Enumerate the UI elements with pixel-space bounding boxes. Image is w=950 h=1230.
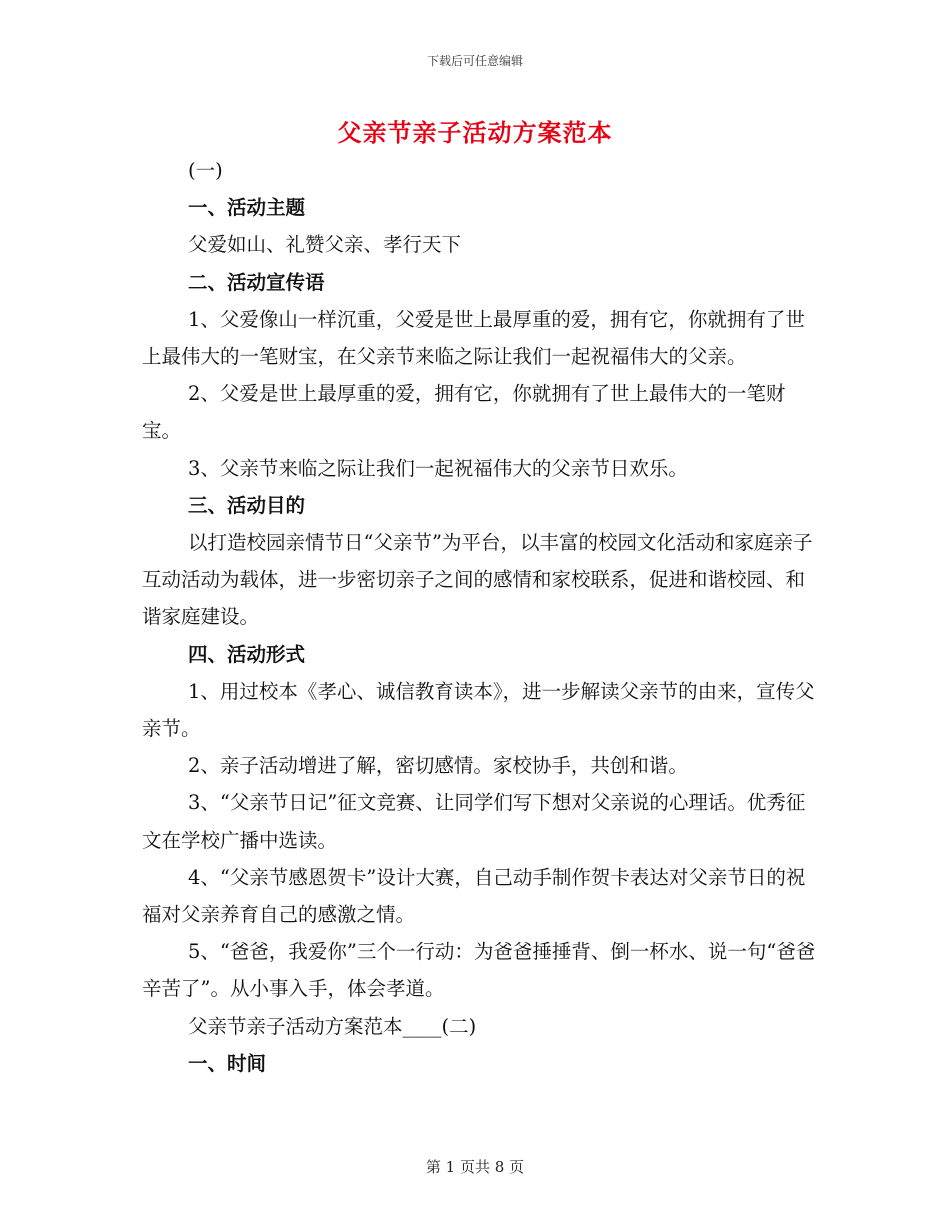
slogan-paragraph: 2、父爱是世上最厚重的爱，拥有它，你就拥有了世上最伟大的一笔财宝。	[142, 382, 786, 443]
section-heading-time: 一、时间	[188, 1051, 267, 1075]
page-header: 下载后可任意编辑	[426, 54, 523, 68]
part-label: (一)	[188, 159, 223, 182]
theme-text: 父爱如山、礼赞父亲、孝行天下	[188, 233, 462, 257]
format-paragraph: 2、亲子活动增进了解，密切感情。家校协手，共创和谐。	[188, 754, 688, 778]
format-paragraph: 3、“父亲节日记”征文竞赛、让同学们写下想对父亲说的心理话。优秀征文在学校广播中选读。	[142, 791, 806, 852]
document-title: 父亲节亲子活动方案范本	[337, 118, 613, 147]
section-heading-theme: 一、活动主题	[188, 196, 306, 220]
purpose-paragraph: 以打造校园亲情节日“父亲节”为平台，以丰富的校园文化活动和家庭亲子互动活动为载体，进一步密切亲子之间的感情和家校联系，促进和谐校园、和谐家庭建设。	[142, 531, 813, 629]
page-number: 第 1 页共 8 页	[425, 1158, 525, 1176]
format-paragraph: 1、用过校本《孝心、诚信教育读本》，进一步解读父亲节的由来，宣传父亲节。	[142, 679, 815, 741]
document-body	[142, 152, 824, 1082]
part-two-title: 父亲节亲子活动方案范本____(二)	[188, 1014, 477, 1038]
section-heading-format: 四、活动形式	[188, 642, 306, 666]
slogan-paragraph: 3、父亲节来临之际让我们一起祝福伟大的父亲节日欢乐。	[188, 456, 688, 480]
format-paragraph: 4、“父亲节感恩贺卡”设计大赛，自己动手制作贺卡表达对父亲节日的祝福对父亲养育自己的感激之情。	[142, 865, 806, 927]
section-heading-slogans: 二、活动宣传语	[188, 270, 325, 294]
section-heading-purpose: 三、活动目的	[188, 493, 306, 517]
slogan-paragraph: 1、父爱像山一样沉重，父爱是世上最厚重的爱，拥有它，你就拥有了世上最伟大的一笔财宝，在父亲节来临之际让我们一起祝福伟大的父亲。	[142, 307, 805, 369]
format-paragraph: 5、“爸爸，我爱你”三个一行动：为爸爸捶捶背、倒一杯水、说一句“爸爸辛苦了”。从小事入手，体会孝道。	[142, 940, 816, 1001]
